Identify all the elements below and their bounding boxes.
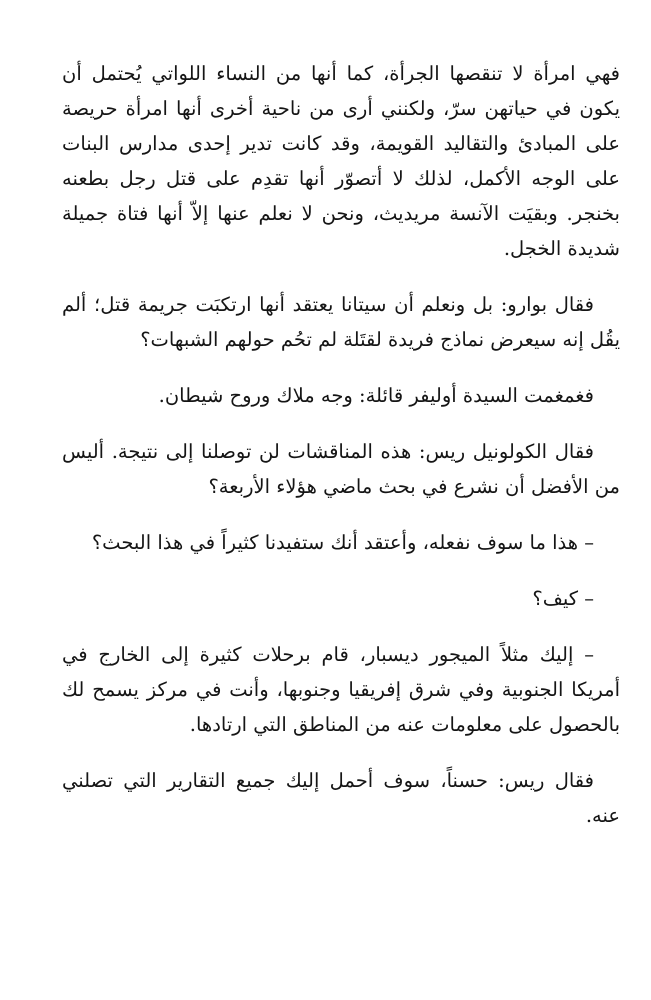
paragraph-7: – إليك مثلاً الميجور ديسبار، قام برحلات كثيرة إلى الخارج في أمريكا الجنوبية وفي شرق إفريقيا وجنوبها، وأنت في مركز يسمح لك بالحصول على معلومات عنه من المناطق التي ارتادها. (62, 643, 620, 736)
paragraph-2: فقال بوارو: بل ونعلم أن سيتانا يعتقد أنها ارتكبَت جريمة قتل؛ ألم يقُل إنه سيعرض نماذج فريدة لقتَلة لم تحُم حولهم الشبهات؟ (62, 293, 620, 351)
book-page (62, 56, 620, 854)
paragraph-3: فغمغمت السيدة أوليفر قائلة: وجه ملاك وروح شيطان. (158, 384, 594, 407)
paragraph-8: فقال ريس: حسناً، سوف أحمل إليك جميع التقارير التي تصلني عنه. (62, 769, 620, 827)
paragraph-5: – هذا ما سوف نفعله، وأعتقد أنك ستفيدنا كثيراً في هذا البحث؟ (91, 531, 594, 554)
paragraph-1: فهي امرأة لا تنقصها الجرأة، كما أنها من النساء اللواتي يُحتمل أن يكون في حياتهن سرّ، ولكنني أرى من ناحية أخرى أنها امرأة حريصة على المبادئ والتقاليد القويمة، وقد كانت تدير إحدى مدارس البنات على الوجه الأكمل، لذلك لا أتصوّر أنها تقدِم على قتل رجل بطعنه بخنجر. وبقيَت الآنسة مريديث، ونحن لا نعلم عنها إلاّ أنها فتاة جميلة شديدة الخجل. (62, 62, 620, 260)
paragraph-6: – كيف؟ (532, 587, 594, 610)
paragraph-4: فقال الكولونيل ريس: هذه المناقشات لن توصلنا إلى نتيجة. أليس من الأفضل أن نشرع في بحث ماضي هؤلاء الأربعة؟ (62, 440, 620, 498)
